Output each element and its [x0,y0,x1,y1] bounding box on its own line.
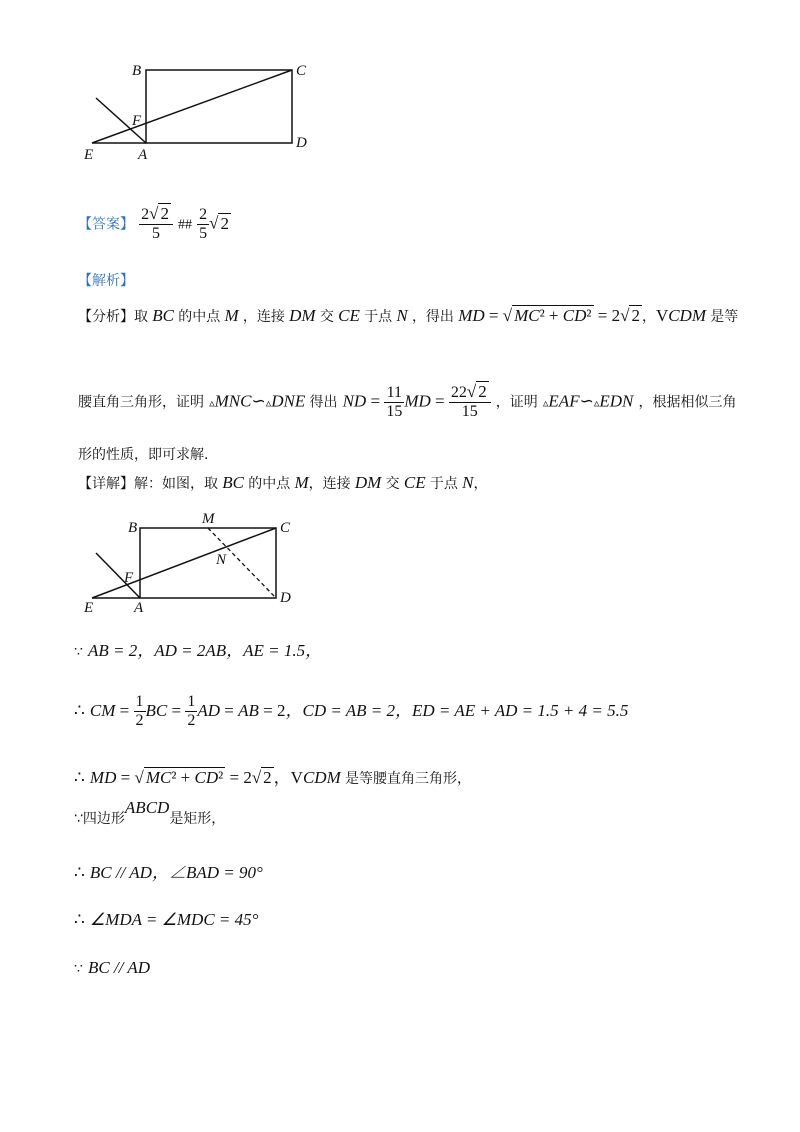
line-af-ext-2 [96,553,140,598]
analysis-line-2: 腰直角三角形，证明 ▵MNC∽▵DNE 得出 ND = $\frac{11}{15}$ MD = $\frac{22√ 2}{15}$ ，证明 ▵EAF∽▵EDN ，根据相似三角 [78,382,737,420]
rectangle-abcd-2 [140,528,276,598]
label-a: A [138,147,148,163]
label-d-2: D [280,590,291,606]
analysis-tag: 【解析】 [78,273,134,289]
label-b-2: B [128,520,138,536]
answer-separator: ## [178,217,193,233]
label-c-2: C [280,520,291,536]
figure-2 [80,510,310,615]
step-2: ∴ CM = $\frac{1}{2}$ BC = $\frac{1}{2}$ AD = AB = 2，CD = AB = 2，ED = AE + AD = 1.5 + 4 = 5.5 [74,693,629,729]
step-7: ∵ BC // AD [74,958,151,977]
answer-fraction-alt: $\frac{2}{5}$ [199,205,208,242]
label-f-2: F [124,570,134,586]
detail-line: 【详解】解：如图，取 BC 的中点 M，连接 DM 交 CE 于点 N， [78,473,488,492]
label-e: E [84,147,94,163]
figure-1 [80,55,320,170]
label-e-2: E [84,600,94,615]
label-d: D [296,135,307,151]
line-ec [92,70,292,143]
answer-fraction: $\frac{2√ 2}{5}$ [139,205,173,243]
step-3: ∴ MD = √ MC² + CD² = 2√ 2 ，VCDM 是等腰直角三角形， [74,768,471,787]
step-6: ∴ ∠MDA = ∠MDC = 45° [74,910,259,929]
analysis-line-1: 【分析】取 BC 的中点 M ，连接 DM 交 CE 于点 N ，得出 MD = √ MC² + CD² = 2√ 2 ，VCDM 是等 [78,306,739,325]
rectangle-abcd [146,70,292,143]
answer-line [78,205,231,243]
label-a-2: A [134,600,144,615]
label-b: B [132,63,142,79]
label-c: C [296,63,307,79]
label-f: F [132,113,142,129]
step-1: ∵ AB = 2，AD = 2AB，AE = 1.5， [74,641,323,660]
step-5: ∴ BC // AD，∠BAD = 90° [74,863,263,882]
analysis-line-3: 形的性质，即可求解. [78,447,209,463]
line-ec-2 [92,528,276,598]
step-4: ∵四边形ABCD是矩形， [74,798,226,827]
label-n-2: N [216,552,227,568]
answer-sqrt: √ 2 [209,213,229,233]
answer-tag: 【答案】 [78,216,134,233]
label-m-2: M [202,511,215,527]
